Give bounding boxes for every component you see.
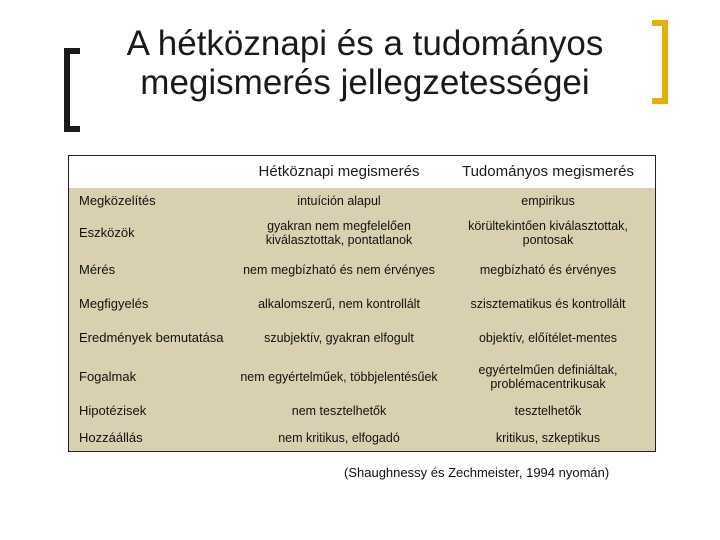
table-row [69,356,655,398]
header-everyday: Hétköznapi megismerés [258,163,420,180]
row-label: Megközelítés [79,193,156,208]
everyday-cell: alkalomszerű, nem kontrollált [258,297,420,311]
everyday-cell: szubjektív, gyakran elfogult [264,331,414,345]
scientific-cell: megbízható és érvényes [479,263,617,277]
row-label: Hozzáállás [79,429,143,445]
source-citation: (Shaughnessy és Zechmeister, 1994 nyomán) [344,465,610,480]
table-row [69,288,655,320]
everyday-cell: nem kritikus, elfogadó [278,430,400,445]
title-line-2: megismerés jellegzetességei [140,63,590,102]
everyday-cell: nem egyértelműek, többjelentésűek [240,370,438,384]
title-line-1: A hétköznapi és a tudományos [126,24,604,63]
right-bracket-decoration [652,20,668,104]
scientific-cell: szisztematikus és kontrollált [470,297,626,311]
scientific-cell: empirikus [521,194,575,208]
row-label: Eszközök [79,225,135,240]
header-scientific: Tudományos megismerés [461,163,634,180]
row-label: Hipotézisek [79,403,147,418]
row-label: Fogalmak [79,369,137,384]
table-row [69,424,655,451]
row-label: Mérés [79,262,116,277]
row-label: Megfigyelés [79,296,149,311]
slide-title [90,24,640,102]
comparison-table [68,155,656,452]
everyday-cell: intuíción alapul [297,194,381,208]
table-row [69,398,655,424]
everyday-cell: gyakran nem megfelelően kiválasztottak, pontatlanok [265,219,413,247]
table-row [69,188,655,214]
table-header-row [69,156,655,188]
table-row [69,320,655,356]
scientific-cell: kritikus, szkeptikus [495,430,601,445]
table-row [69,252,655,288]
everyday-cell: nem megbízható és nem érvényes [243,263,435,277]
scientific-cell: tesztelhetők [514,404,582,418]
table-row [69,214,655,252]
left-bracket-decoration [64,48,80,132]
scientific-cell: objektív, előítélet-mentes [478,331,618,345]
row-label: Eredmények bemutatása [79,330,224,345]
scientific-cell: egyértelműen definiáltak, problémacentrikusak [478,363,618,391]
everyday-cell: nem tesztelhetők [291,404,387,418]
scientific-cell: körültekintően kiválasztottak, pontosak [468,219,628,247]
